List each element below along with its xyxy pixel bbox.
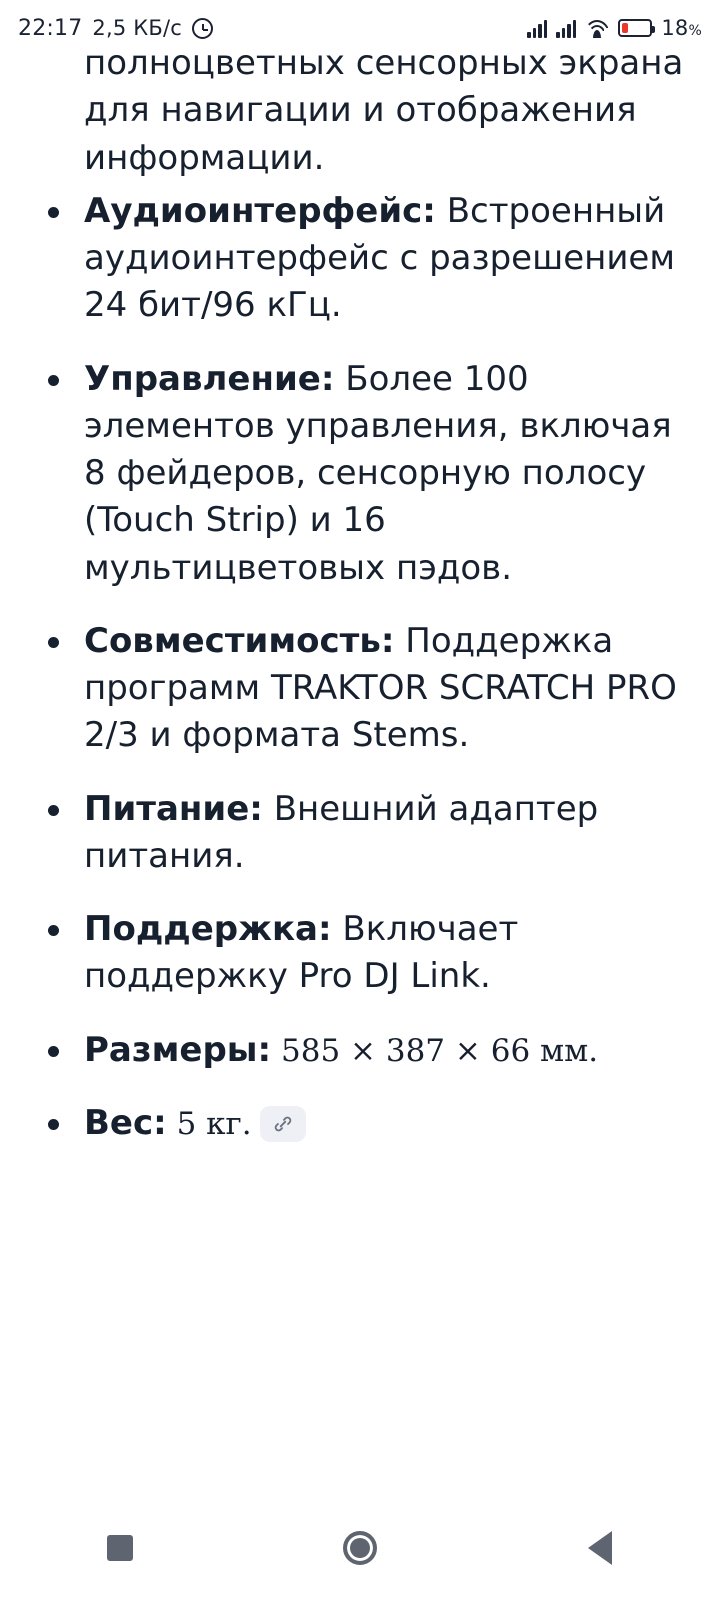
spec-term: Размеры: xyxy=(84,1029,272,1070)
status-bar-right xyxy=(527,16,702,40)
list-item xyxy=(36,618,686,760)
recents-button[interactable] xyxy=(60,1496,180,1600)
spec-value: Включает поддержку Pro DJ Link. xyxy=(84,909,519,997)
spec-value: Внешний адаптер питания. xyxy=(84,788,599,876)
status-bar-left xyxy=(18,16,213,41)
home-button[interactable] xyxy=(300,1496,420,1600)
square-icon xyxy=(107,1535,133,1561)
system-navigation-bar xyxy=(0,1496,720,1600)
network-speed-label: 2,5 КБ/с xyxy=(92,16,183,40)
circle-icon xyxy=(343,1531,377,1565)
spec-value: Поддержка программ TRAKTOR SCRATCH PRO 2/3 и формата Stems. xyxy=(84,620,677,756)
battery-percent-value: 18 xyxy=(661,16,689,40)
back-button[interactable] xyxy=(540,1496,660,1600)
wifi-icon xyxy=(585,18,609,38)
list-item xyxy=(36,1027,686,1074)
list-item xyxy=(36,1100,686,1147)
battery-percent-label xyxy=(661,16,702,40)
percent-sign: % xyxy=(688,23,702,39)
status-clock: 22:17 xyxy=(18,15,83,41)
list-item xyxy=(36,356,686,592)
spec-value: 585 × 387 × 66 мм. xyxy=(271,1032,599,1069)
spec-term: Совместимость: xyxy=(84,620,395,661)
spec-term: Поддержка: xyxy=(84,909,332,949)
list-item xyxy=(36,906,686,1001)
alarm-icon xyxy=(192,18,213,39)
signal-bars-icon xyxy=(527,18,547,38)
spec-list xyxy=(36,188,686,1147)
list-item xyxy=(36,188,686,330)
spec-term: Управление: xyxy=(84,358,335,399)
spec-value: 5 кг. xyxy=(166,1105,252,1142)
triangle-back-icon xyxy=(588,1531,612,1565)
battery-icon xyxy=(618,19,652,37)
signal-bars-icon-2 xyxy=(556,18,576,38)
link-icon[interactable] xyxy=(260,1106,306,1142)
spec-term: Аудиоинтерфейс: xyxy=(84,190,436,231)
spec-term: Питание: xyxy=(84,788,263,829)
spec-value: Более 100 элементов управления, включая 8 фейдеров, сенсорную полосу (Touch Strip) и 16 мультицветовых пэдов. xyxy=(84,358,672,588)
list-item xyxy=(36,786,686,881)
continued-paragraph: полноцветных сенсорных экрана для навигации и отображения информации. xyxy=(84,43,684,178)
article-content xyxy=(0,40,720,1173)
spec-value: Встроенный аудиоинтерфейс с разрешением 24 бит/96 кГц. xyxy=(84,190,675,326)
status-bar xyxy=(0,0,720,56)
spec-term: Вес: xyxy=(84,1102,167,1143)
